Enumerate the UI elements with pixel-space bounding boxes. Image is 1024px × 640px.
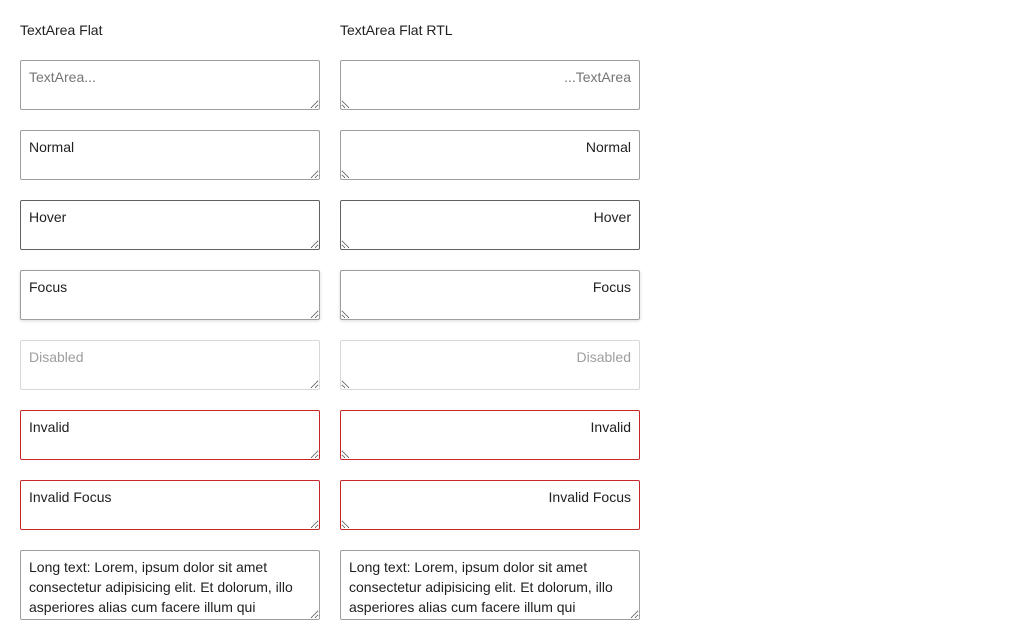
textarea-rtl-focus[interactable] bbox=[340, 270, 640, 320]
textarea-flat-rtl-title: TextArea Flat RTL bbox=[340, 22, 453, 38]
textarea-focus[interactable] bbox=[20, 270, 320, 320]
textarea-disabled bbox=[20, 340, 320, 390]
textarea-rtl-hover[interactable] bbox=[340, 200, 640, 250]
textarea-rtl-placeholder[interactable] bbox=[340, 60, 640, 110]
textarea-normal[interactable] bbox=[20, 130, 320, 180]
textarea-rtl-long-text[interactable] bbox=[340, 550, 640, 620]
textarea-invalid-focus[interactable] bbox=[20, 480, 320, 530]
textarea-rtl-disabled bbox=[340, 340, 640, 390]
textarea-flat-title: TextArea Flat bbox=[20, 22, 103, 38]
textarea-hover[interactable] bbox=[20, 200, 320, 250]
textarea-rtl-normal[interactable] bbox=[340, 130, 640, 180]
textarea-long-text[interactable] bbox=[20, 550, 320, 620]
textarea-invalid[interactable] bbox=[20, 410, 320, 460]
textarea-placeholder[interactable] bbox=[20, 60, 320, 110]
textarea-rtl-invalid[interactable] bbox=[340, 410, 640, 460]
textarea-rtl-invalid-focus[interactable] bbox=[340, 480, 640, 530]
